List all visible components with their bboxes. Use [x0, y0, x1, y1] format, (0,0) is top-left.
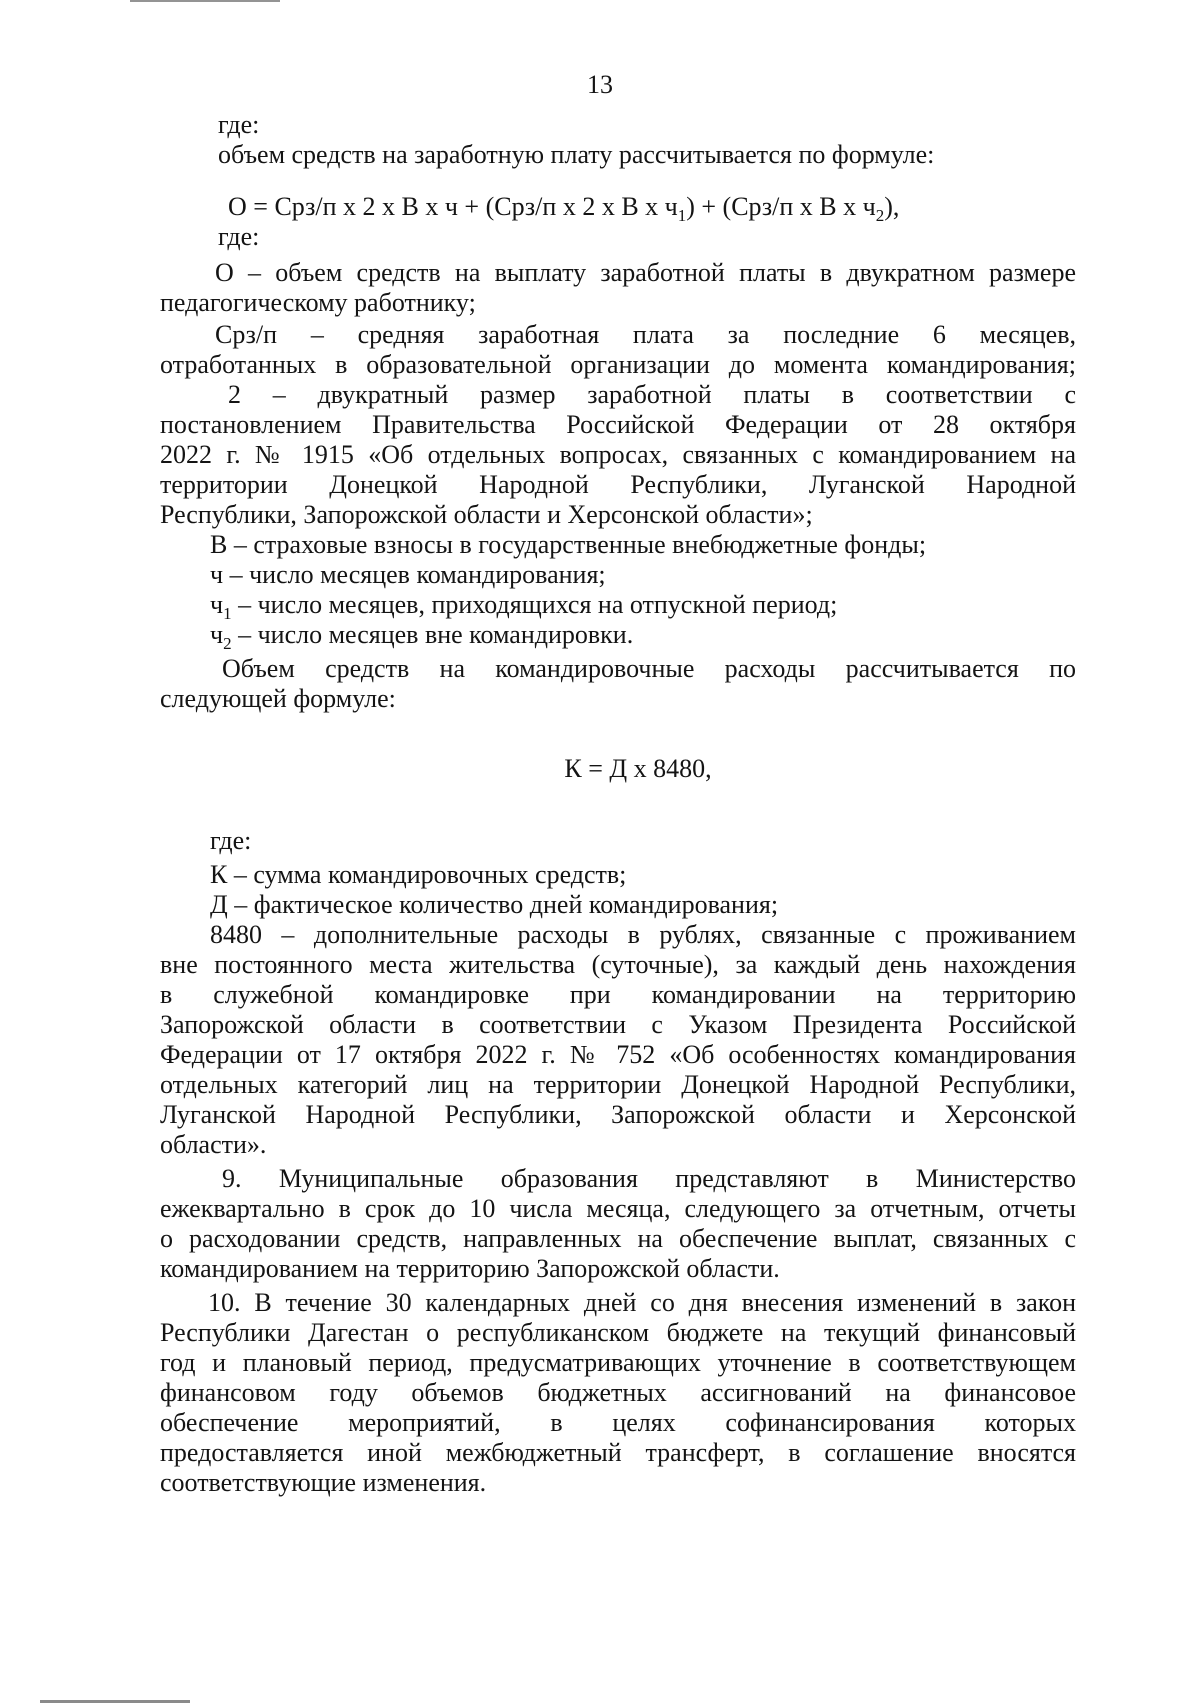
definition-8480: 8480 – дополнительные расходы в рублях, связанные с проживанием — [210, 920, 1076, 949]
definition-two-cont: Республики, Запорожской области и Херсонской области»; — [160, 500, 813, 529]
definition-two-cont: постановлением Правительства Российской Федерации от 28 октября — [160, 410, 1076, 439]
definition-8480-cont: Федерации от 17 октября 2022 г. № 752 «Об особенностях командирования — [160, 1040, 1076, 1069]
item-9: 9. Муниципальные образования представляют в Министерство — [222, 1164, 1076, 1193]
where-label: где: — [218, 222, 260, 251]
travel-formula-intro: Объем средств на командировочные расходы рассчитывается по — [222, 654, 1076, 683]
item-10-cont: обеспечение мероприятий, в целях софинансирования которых — [160, 1408, 1076, 1437]
definition-two-cont: территории Донецкой Народной Республики, Луганской Народной — [160, 470, 1076, 499]
where-label: где: — [210, 826, 252, 855]
definition-8480-cont: Запорожской области в соответствии с Указом Президента Российской — [160, 1010, 1076, 1039]
item-10-cont: предоставляется иной межбюджетный трансферт, в соглашение вносятся — [160, 1438, 1076, 1467]
item-9-cont: ежеквартально в срок до 10 числа месяца, следующего за отчетным, отчеты — [160, 1194, 1076, 1223]
definition-v: В – страховые взносы в государственные внебюджетные фонды; — [210, 530, 927, 559]
page-number: 13 — [587, 70, 613, 99]
definition-8480-cont: вне постоянного места жительства (суточные), за каждый день нахождения — [160, 950, 1076, 979]
definition-ch: ч – число месяцев командирования; — [210, 560, 606, 589]
scan-mark-top — [130, 0, 280, 2]
definition-8480-cont: Луганской Народной Республики, Запорожской области и Херсонской — [160, 1100, 1076, 1129]
item-9-cont: командированием на территорию Запорожской области. — [160, 1254, 780, 1283]
item-9-cont: о расходовании средств, направленных на обеспечение выплат, связанных с — [160, 1224, 1076, 1253]
item-10-cont: финансовом году объемов бюджетных ассигнований на финансовое — [160, 1378, 1076, 1407]
item-10: 10. В течение 30 календарных дней со дня внесения изменений в закон — [208, 1288, 1076, 1317]
definition-two: 2 – двукратный размер заработной платы в соответствии с — [228, 380, 1076, 409]
definition-srzp: Срз/п – средняя заработная плата за последние 6 месяцев, — [215, 320, 1076, 349]
item-10-cont: Республики Дагестан о республиканском бюджете на текущий финансовый — [160, 1318, 1076, 1347]
document-body — [160, 110, 1076, 1498]
where-label: где: — [218, 110, 260, 139]
definition-o: О – объем средств на выплату заработной платы в двукратном размере — [215, 258, 1076, 287]
definition-8480-cont: области». — [160, 1130, 267, 1159]
definition-ch1: $ч_1$ – число месяцев, приходящихся на отпускной период; — [210, 590, 838, 624]
item-10-cont: соответствующие изменения. — [160, 1468, 487, 1497]
definition-srzp-cont: отработанных в образовательной организации до момента командирования; — [160, 350, 1076, 379]
definition-two-cont: 2022 г. № 1915 «Об отдельных вопросах, связанных с командированием на — [160, 440, 1076, 469]
definition-8480-cont: отдельных категорий лиц на территории Донецкой Народной Республики, — [160, 1070, 1076, 1099]
travel-formula-intro-cont: следующей формуле: — [160, 684, 396, 713]
scan-mark-bottom — [40, 1700, 190, 1703]
definition-o-cont: педагогическому работнику; — [160, 288, 476, 317]
definition-ch2: $ч_2$ – число месяцев вне командировки. — [210, 620, 634, 654]
salary-formula: О = Срз/п х 2 х В х ч + (Срз/п х 2 х В х $ч_1) + (Срз/п$ х В х $ч_2$), — [228, 192, 900, 226]
salary-formula-intro: объем средств на заработную плату рассчитывается по формуле: — [218, 140, 935, 169]
definition-k: К – сумма командировочных средств; — [210, 860, 627, 889]
item-10-cont: год и плановый период, предусматривающих уточнение в соответствующем — [160, 1348, 1076, 1377]
travel-formula: К = Д х 8480, — [564, 754, 712, 783]
definition-8480-cont: в служебной командировке при командировании на территорию — [160, 980, 1076, 1009]
definition-d: Д – фактическое количество дней командирования; — [210, 890, 779, 919]
